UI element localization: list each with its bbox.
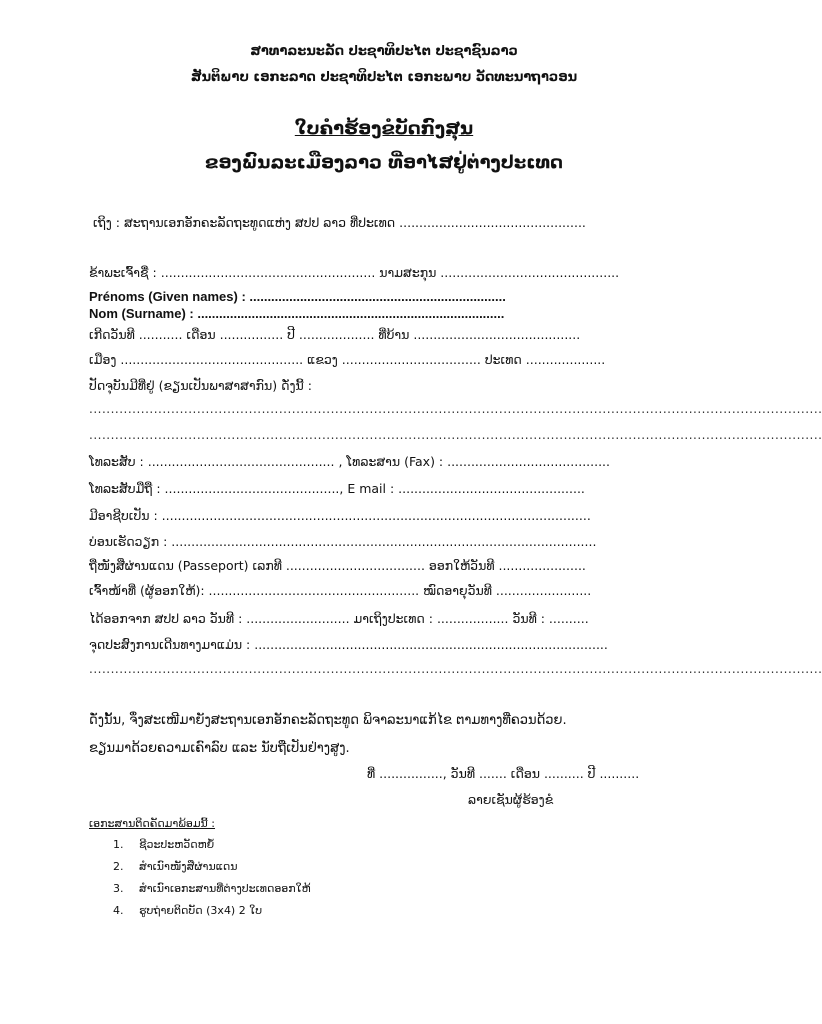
attachment-text: ສໍາເນົາໜັງສືຜ່ານແດນ (139, 860, 238, 873)
attachment-item (113, 838, 214, 851)
surname-field-line: Nom (Surname) : ..................................................................................... (89, 306, 505, 321)
attachment-number: 4. (113, 904, 124, 917)
address-label: ປັດຈຸບັນມີທີ່ຢູ່ (ຂຽນເປັນພາສາສາກົນ) ດັ່ງນີ້ : (89, 378, 312, 393)
attachment-text: ຊີວະປະຫວັດຫຍໍ້ (139, 838, 215, 851)
attachment-number: 2. (113, 860, 124, 873)
departure-arrival-field-line: ໄດ້ອອກຈາກ ສປປ ລາວ ວັນທີ : .......................... ມາເຖິງປະເທດ : .................. ວັນທີ : .......... (89, 611, 589, 626)
attachment-text: ສໍາເນົາເອກະສານທີ່ຕ່າງປະເທດອອກໃຫ້ (139, 882, 311, 895)
mobile-email-field-line: ໂທລະສັບມືຖື : ............................................, E mail : ............................................... (89, 481, 585, 496)
form-subtitle: ຂອງພົນລະເມືອງລາວ ທີ່ອາໄສຢູ່ຕ່າງປະເທດ (204, 152, 564, 173)
request-paragraph: ດັ່ງນັ້ນ, ຈຶ່ງສະເໜີມາຍັງສະຖານເອກອັກຄະລັດຖະທູດ ພິຈາລະນາແກ້ໄຂ ຕາມທາງທີ່ຄວນດ້ວຍ. (89, 713, 567, 728)
birth-date-field-line: ເກີດວັນທີ ........... ເດືອນ ................ ປີ ................... ທີ່ບ້ານ .......................................... (89, 327, 581, 342)
purpose-blank-line: .......................................................................................................................................................................... (89, 662, 822, 676)
attachment-item (113, 860, 238, 873)
recipient-line: ເຖິງ : ສະຖານເອກອັກຄະລັດຖະທູດແຫ່ງ ສປປ ລາວ ທີ່ປະເທດ ............................................... (93, 215, 586, 230)
workplace-field-line: ບ່ອນເຮັດວຽກ : ........................................................................................................... (89, 534, 597, 549)
attachment-item (113, 882, 311, 895)
district-province-field-line: ເມືອງ .............................................. ແຂວງ ................................... ປະເທດ .................... (89, 352, 606, 367)
attachment-text: ຮູບຖ່າຍຕິດບັດ (3x4) 2 ໃບ (139, 904, 263, 917)
attachment-item (113, 904, 262, 917)
respect-paragraph: ຂຽນມາດ້ວຍຄວາມເຄົາລົບ ແລະ ນັບຖືເປັນຢ່າງສູງ. (89, 741, 350, 756)
address-blank-line-1: .......................................................................................................................................................................... (89, 402, 822, 416)
place-date-line: ທີ່ ................, ວັນທີ ....... ເດືອນ .......... ປີ .......... (367, 766, 640, 781)
passport-field-line: ຖືໜັງສືຜ່ານແດນ (Passeport) ເລກທີ ................................... ອອກໃຫ້ວັນທີ ...................... (89, 558, 586, 573)
issuer-expiry-field-line: ເຈົ້າໜ້າທີ່ (ຜູ້ອອກໃຫ້): ..................................................... ໝົດອາຍຸວັນທີ ........................ (89, 583, 592, 598)
travel-purpose-field-line: ຈຸດປະສົງການເດີນທາງມາແມ່ນ : ......................................................................................... (89, 637, 608, 652)
attachment-number: 1. (113, 838, 124, 851)
occupation-field-line: ມີອາຊີບເປັນ : ............................................................................................................ (89, 508, 591, 523)
name-field-line: ຂ້າພະເຈົ້າຊື່ : ...................................................... ນາມສະກຸນ ............................................. (89, 265, 620, 280)
applicant-signature-label: ລາຍເຊັນຜູ້ຮ້ອງຂໍ (468, 792, 554, 807)
attachment-number: 3. (113, 882, 124, 895)
attachments-title: ເອກະສານຕິດຄັດມາພ້ອມນີ້ : (89, 817, 216, 830)
phone-fax-field-line: ໂທລະສັບ : ............................................... , ໂທລະສານ (Fax) : ......................................... (89, 454, 611, 469)
national-header-line-1: ສາທາລະນະລັດ ປະຊາທິປະໄຕ ປະຊາຊົນລາວ (250, 44, 518, 59)
form-title: ໃບຄໍາຮ້ອງຂໍບັດກົງສຸນ (294, 118, 474, 139)
given-names-field-line: Prénoms (Given names) : ....................................................................... (89, 289, 506, 304)
national-motto-line-2: ສັນຕິພາບ ເອກະລາດ ປະຊາທິປະໄຕ ເອກະພາບ ວັດທະນາຖາວອນ (190, 70, 578, 85)
address-blank-line-2: .......................................................................................................................................................................... (89, 428, 822, 442)
